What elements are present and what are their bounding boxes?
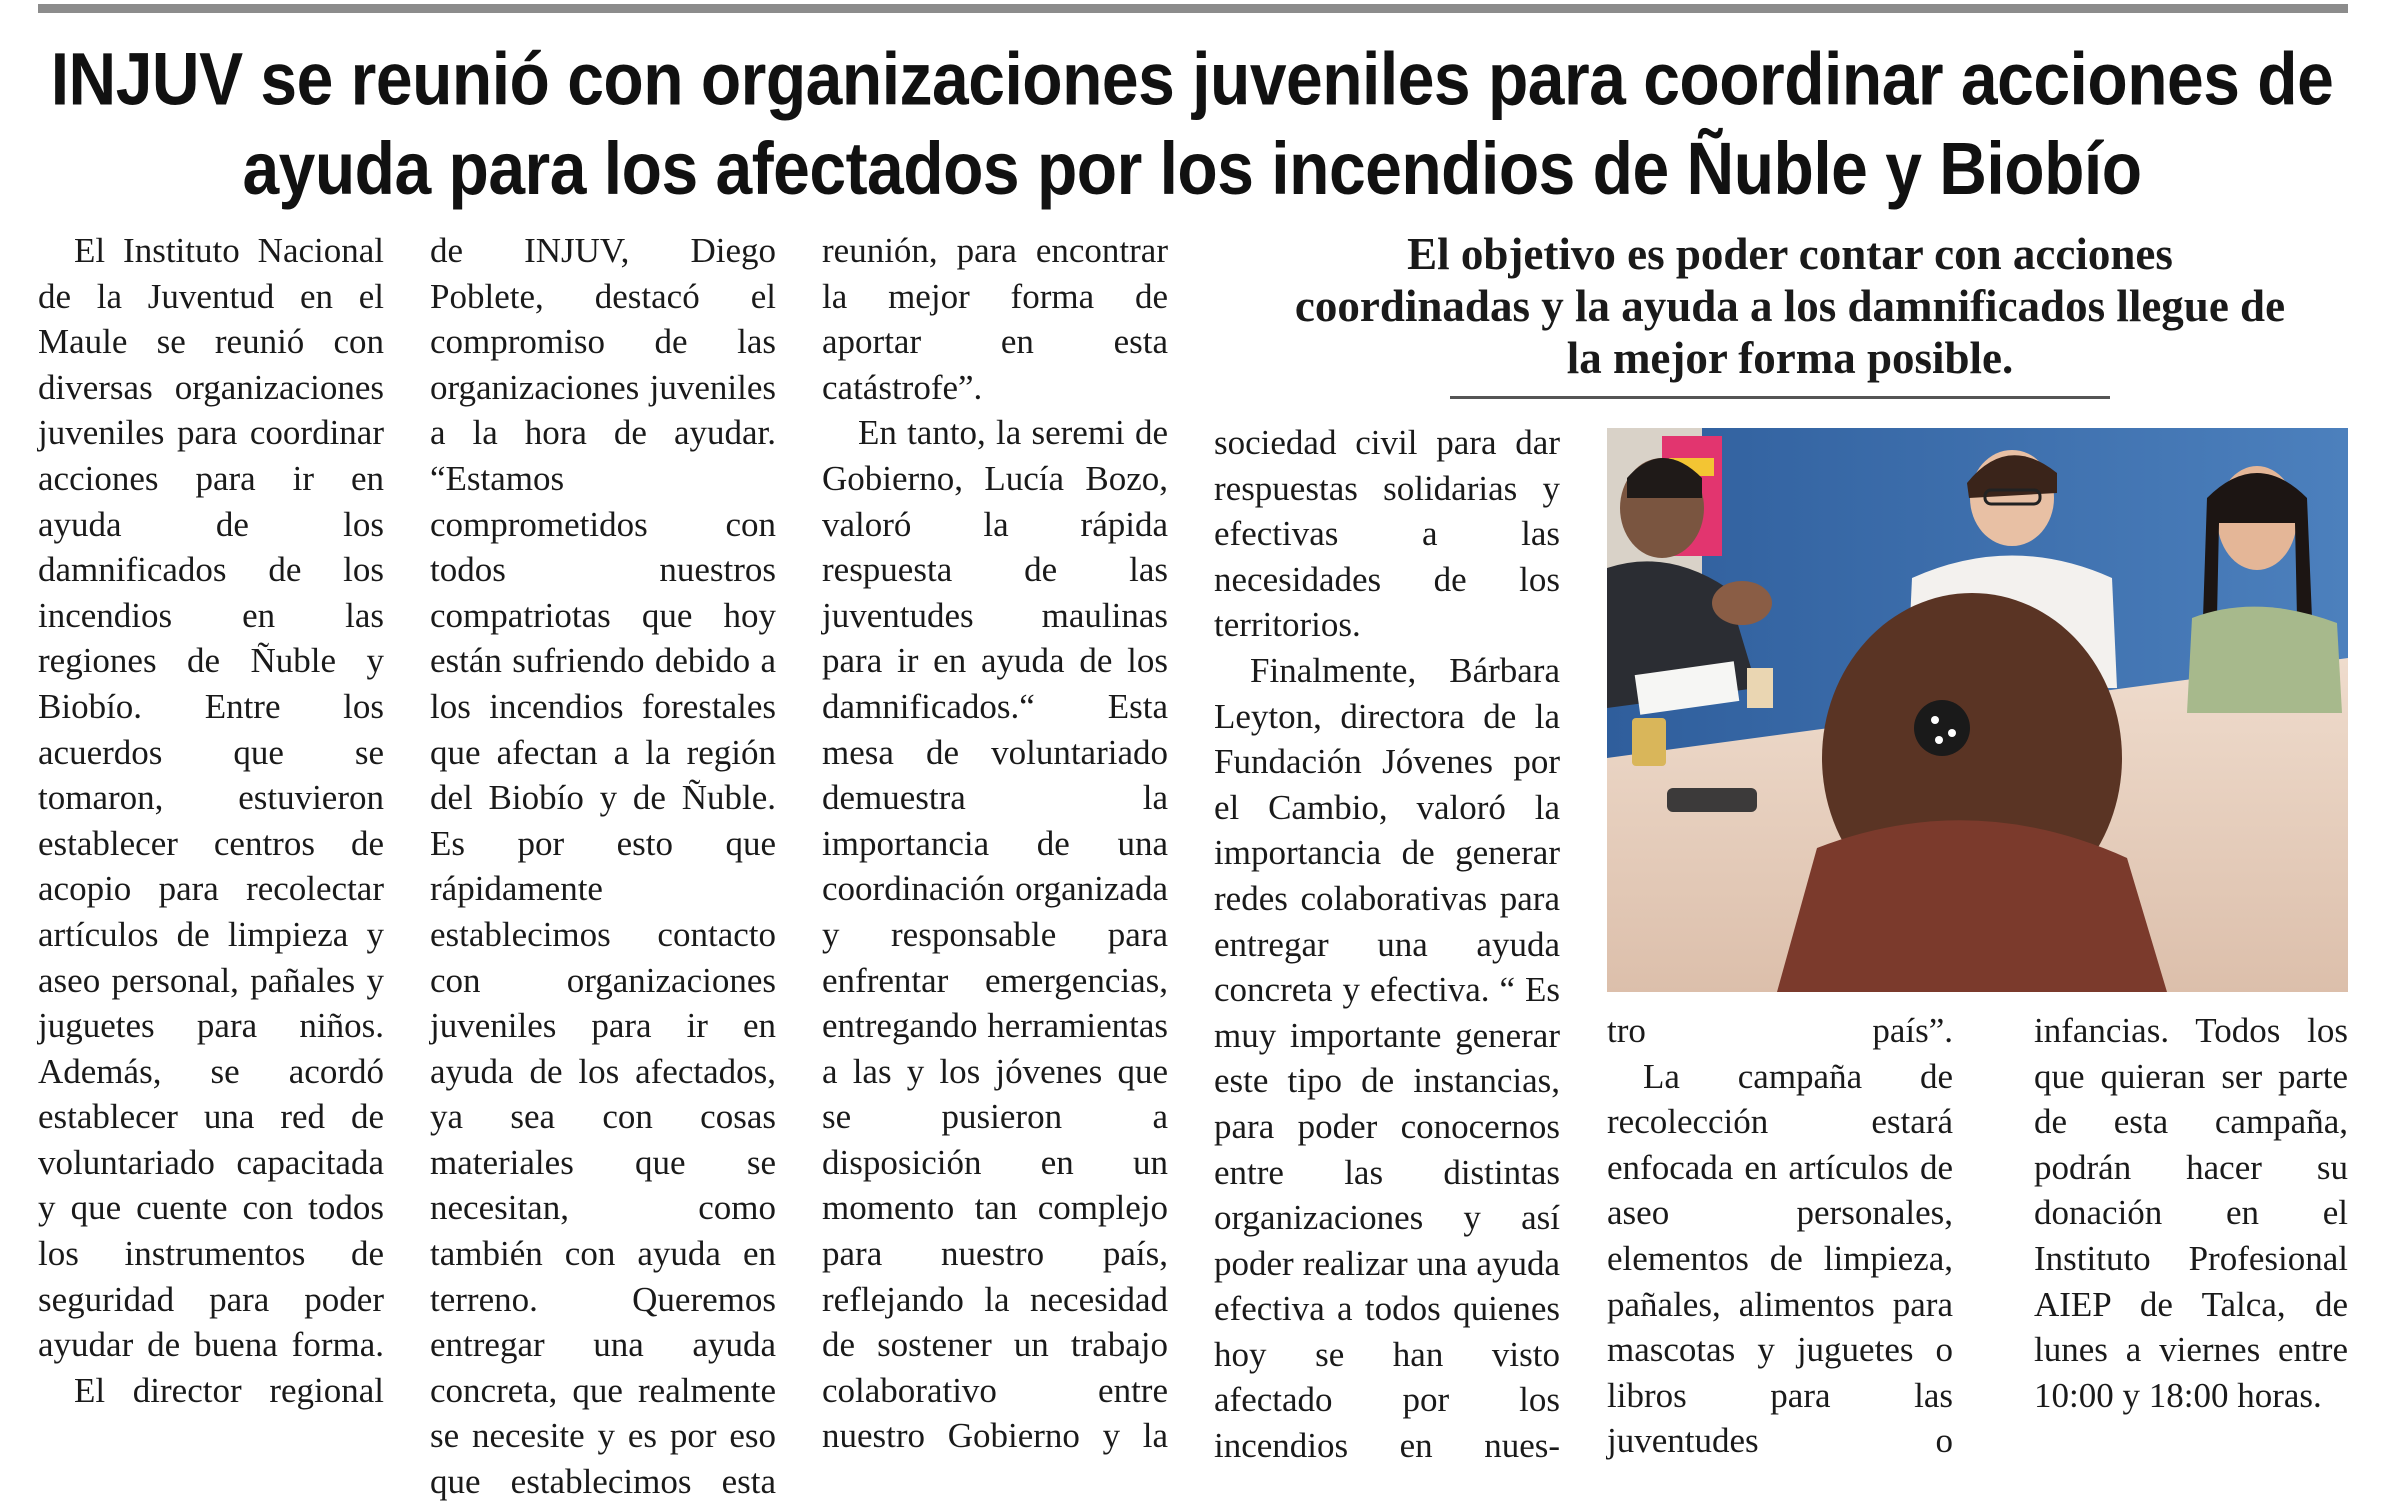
paragraph-1 [38,228,384,1368]
headline-line-1: INJUV se reunió con organizaciones juveniles para coordinar acciones de [50,37,2334,121]
paragraph-3-end: sociedad civil para dar respuestas solidarias y efectivas a las necesidades de los territorios. [1214,423,1560,645]
article-column-4 [1214,420,1560,1469]
subhead-rule [1450,396,2110,399]
paragraph-text: El Instituto Nacional de la Juventud en el Maule se reunió con diversas organizaciones juveniles para coordinar acciones para ir en ayuda de los damnificados de los incendios en las regiones de Ñuble y Biobío. Entre los acuerdos que se tomaron, estuvieron establecer centros de acopio para recolectar artículos de limpieza y aseo personal, pañales y juguetes para niños. Además, se acordó establecer una red de voluntariado capacitada y que cuente con todos los instrumentos de seguridad para poder ayudar de buena forma. [38,231,384,1365]
meeting-photo [1607,428,2348,992]
subhead: El objetivo es poder contar con acciones coordinadas y la ayuda a los damnificados llegue de la mejor forma posible. [1294,229,2286,383]
headline-line-2: ayuda para los afectados por los incendios de Ñuble y Biobío [242,126,2142,210]
paragraph-3-start: En tanto, la seremi de Gobierno, Lucía Bozo, valoró la rápida respuesta de las juventudes maulinas para ir en ayuda de los damnificados.“ Esta mesa de voluntariado demuestra la importancia de una coordinación organizada y responsable para enfrentar emergencias, entregando herramientas a las y los jóvenes que se pusieron a disposición en un momento tan complejo para nuestro país, reflejando la necesidad de sostener un trabajo colaborativo entre nuestro Gobierno y la [822,413,1168,1456]
paragraph-2-cont: de INJUV, Diego Poblete, destacó el compromiso de las organizaciones juveniles a la hora de ayudar. “Estamos comprometidos con todos nuestros compatriotas que hoy están sufriendo debido a los incendios forestales que afectan a la región del Biobío y de Ñuble. Es por esto que rápidamente establecimos contacto con organizaciones juveniles para ir en ayuda de los afectados, ya sea con cosas materiales que se necesitan, como también con ayuda en terreno. Queremos entregar una ayuda concreta, que realmente se necesite y es por eso que establecimos esta [430,231,776,1502]
top-rule [38,4,2348,13]
meeting-photo-illustration [1607,428,2348,992]
headline [0,34,2384,213]
paragraph-2-start: El director regional [74,1370,384,1410]
article-column-6 [2034,1008,2348,1418]
paragraph-4-start: Finalmente, Bárbara Leyton, directora de la Fundación Jóvenes por el Cambio, valoró la importancia de generar redes colaborativas para entregar una ayuda concreta y efectiva. “ Es muy importante generar este tipo de instancias, para poder conocernos entre las distintas organizaciones y así poder realizar una ayuda efectiva a todos quienes hoy se han visto afectado por los incendios en nues- [1214,650,1560,1466]
article-column-5 [1607,1008,1953,1464]
paragraph-5-end: infancias. Todos los que quieran ser parte de esta campaña, podrán hacer su donación en el Instituto Profesional AIEP de Talca, de lunes a viernes entre 10:00 y 18:00 horas. [2034,1011,2348,1415]
paragraph-5-start: La campaña de recolección estará enfocada en artículos de aseo personales, elementos de limpieza, pañales, alimentos para mascotas y juguetes o libros para las juventudes o [1607,1056,1953,1461]
article-column-1 [38,228,384,1413]
article-column-3 [822,228,1168,1459]
article-column-2 [430,228,776,1505]
paragraph-2-end: reunión, para encontrar la mejor forma de aportar en esta catástrofe”. [822,231,1168,407]
paragraph-4-end: tro país”. [1607,1011,1953,1050]
